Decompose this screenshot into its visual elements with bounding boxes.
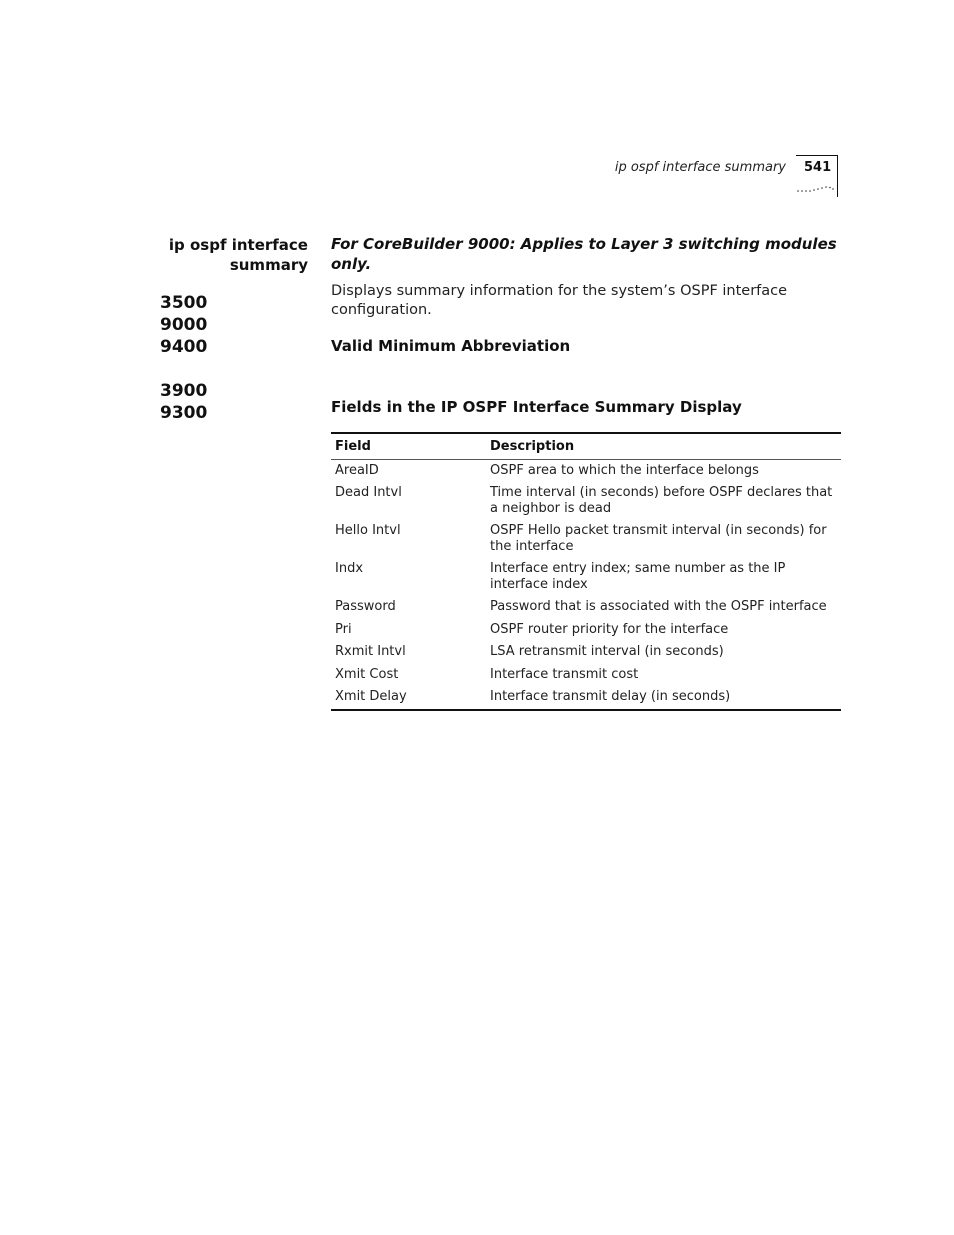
platform-label: 3500 — [160, 293, 208, 313]
command-title — [140, 235, 308, 275]
table-row — [331, 664, 841, 687]
table-header-row — [331, 433, 841, 459]
field-name: AreaID — [335, 462, 379, 478]
field-name: Xmit Delay — [335, 689, 407, 704]
field-name: Pri — [335, 621, 352, 637]
field-description: Interface entry index; same number as the IP interface index — [490, 561, 786, 592]
field-description: LSA retransmit interval (in seconds) — [490, 644, 724, 659]
platform-group-1 — [160, 292, 207, 358]
field-name: Hello Intvl — [335, 523, 401, 538]
platform-group-2 — [160, 380, 207, 424]
field-description: OSPF router priority for the interface — [490, 621, 729, 637]
field-name: Indx — [335, 561, 364, 576]
field-name: Password — [335, 599, 396, 614]
platform-label: 9000 — [160, 315, 208, 335]
page-corner-rule-side — [837, 155, 838, 197]
field-name: Dead Intvl — [335, 485, 402, 500]
platform-label: 9300 — [160, 403, 208, 423]
platform-label: 3900 — [160, 381, 208, 401]
field-description: Password that is associated with the OSPF interface — [490, 599, 827, 614]
table-row — [331, 459, 841, 482]
table-row — [331, 558, 841, 596]
field-description: Interface transmit delay (in seconds) — [490, 689, 731, 704]
column-header-field: Field — [331, 433, 486, 459]
command-title-line2: summary — [229, 256, 308, 274]
table-row — [331, 520, 841, 558]
fields-heading: Fields in the IP OSPF Interface Summary Display — [331, 398, 742, 416]
page-number: 541 — [804, 160, 832, 175]
field-name: Rxmit Intvl — [335, 644, 406, 659]
field-description: Time interval (in seconds) before OSPF declares that a neighbor is dead — [490, 485, 833, 516]
command-summary: Displays summary information for the system’s OSPF interface configuration. — [331, 283, 788, 318]
page-corner-rule-top — [796, 155, 838, 156]
fields-table — [331, 432, 841, 711]
running-header-title: ip ospf interface summary — [614, 160, 786, 175]
table-row — [331, 641, 841, 664]
field-description: OSPF Hello packet transmit interval (in seconds) for the interface — [490, 523, 827, 554]
field-name: Xmit Cost — [335, 666, 399, 682]
platform-label: 9400 — [160, 337, 208, 357]
column-header-description: Description — [486, 433, 841, 459]
table-row — [331, 619, 841, 642]
valid-min-abbrev-heading: Valid Minimum Abbreviation — [331, 337, 571, 355]
command-title-line1: ip ospf interface — [168, 236, 308, 254]
field-description: Interface transmit cost — [490, 666, 639, 682]
applies-note: For CoreBuilder 9000: Applies to Layer 3 switching modules only. — [331, 235, 837, 273]
main-content — [331, 234, 841, 711]
field-description: OSPF area to which the interface belongs — [490, 462, 759, 478]
page-corner-dots — [796, 183, 836, 195]
table-row — [331, 686, 841, 710]
table-row — [331, 596, 841, 619]
platform-list — [160, 292, 207, 424]
table-row — [331, 482, 841, 520]
